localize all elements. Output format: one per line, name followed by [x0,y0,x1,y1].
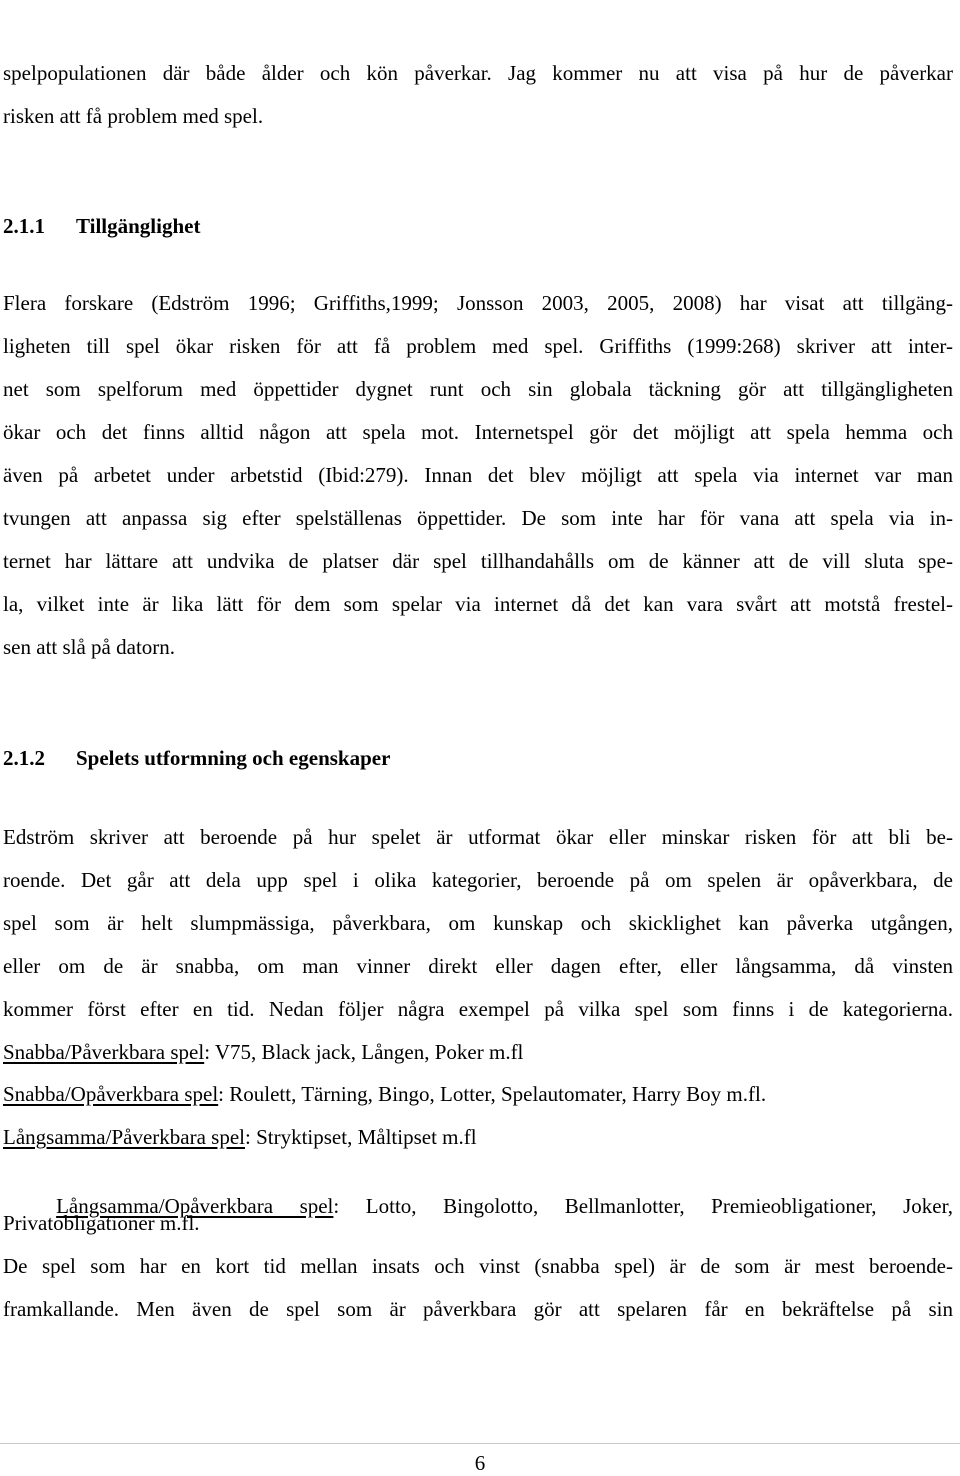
section-heading [3,213,200,239]
section-title: Spelets utformning och egenskaper [76,746,391,770]
category-item [3,1039,953,1065]
category-examples: : V75, Black jack, Lången, Poker m.fl [204,1040,524,1064]
section-number: 2.1.2 [3,746,45,770]
body-text-line: ternet har lättare att undvika de platser där spel tillhandahålls om de känner att de vill sluta spe- [3,549,953,573]
body-text-line: sen att slå på datorn. [3,635,176,659]
body-text-line: framkallande. Men även de spel som är påverkbara gör att spelaren får en bekräftelse på sin [3,1297,953,1321]
body-text-line: även på arbetet under arbetstid (Ibid:279). Innan det blev möjligt att spela via internet var man [3,463,953,487]
category-examples: : Roulett, Tärning, Bingo, Lotter, Spelautomater, Harry Boy m.fl. [218,1082,767,1106]
category-item [3,1081,953,1107]
body-text-line: De spel som har en kort tid mellan insats och vinst (snabba spel) är de som är mest beroende- [3,1254,953,1278]
body-text-line: ökar och det finns alltid någon att spela mot. Internetspel gör det möjligt att spela hemma och [3,420,953,444]
body-text-line: spelpopulationen där både ålder och kön påverkar. Jag kommer nu att visa på hur de påverkar [3,61,953,85]
footer-divider [0,1443,960,1444]
page-number: 6 [474,1451,486,1475]
category-examples: : Stryktipset, Måltipset m.fl [245,1125,477,1149]
body-text-line: risken att få problem med spel. [3,104,264,128]
category-continuation: Privatobligationer m.fl. [3,1211,200,1235]
body-text-line: tvungen att anpassa sig efter spelställenas öppettider. De som inte har för vana att spela via in- [3,506,953,530]
category-label: Snabba/Opåverkbara spel [3,1082,219,1106]
section-heading [3,745,390,771]
body-text-line: la, vilket inte är lika lätt för dem som spelar via internet då det kan vara svårt att motstå frestel- [3,592,953,616]
body-text-line: spel som är helt slumpmässiga, påverkbara, om kunskap och skicklighet kan påverka utgången, [3,911,953,935]
body-text-line: roende. Det går att dela upp spel i olika kategorier, beroende på om spelen är opåverkbara, de [3,868,953,892]
body-text-line: eller om de är snabba, om man vinner direkt eller dagen efter, eller långsamma, då vinsten [3,954,953,978]
body-text-line: kommer först efter en tid. Nedan följer några exempel på vilka spel som finns i de kategorierna. [3,997,953,1021]
section-title: Tillgänglighet [76,214,201,238]
category-label: Långsamma/Påverkbara spel [3,1125,245,1149]
body-text-line: Flera forskare (Edström 1996; Griffiths,1999; Jonsson 2003, 2005, 2008) har visat att tillgäng- [3,291,953,315]
category-label: Långsamma/Opåverkbara spel [56,1194,334,1218]
section-number: 2.1.1 [3,214,45,238]
category-label: Snabba/Påverkbara spel [3,1040,205,1064]
category-examples: : Lotto, Bingolotto, Bellmanlotter, Premieobligationer, Joker, [333,1194,953,1218]
category-item [3,1124,953,1150]
body-text-line: Edström skriver att beroende på hur spelet är utformat ökar eller minskar risken för att bli be- [3,825,953,849]
body-text-line: net som spelforum med öppettider dygnet runt och sin globala täckning gör att tillgängligheten [3,377,953,401]
body-text-line: ligheten till spel ökar risken för att få problem med spel. Griffiths (1999:268) skriver att inter- [3,334,953,358]
